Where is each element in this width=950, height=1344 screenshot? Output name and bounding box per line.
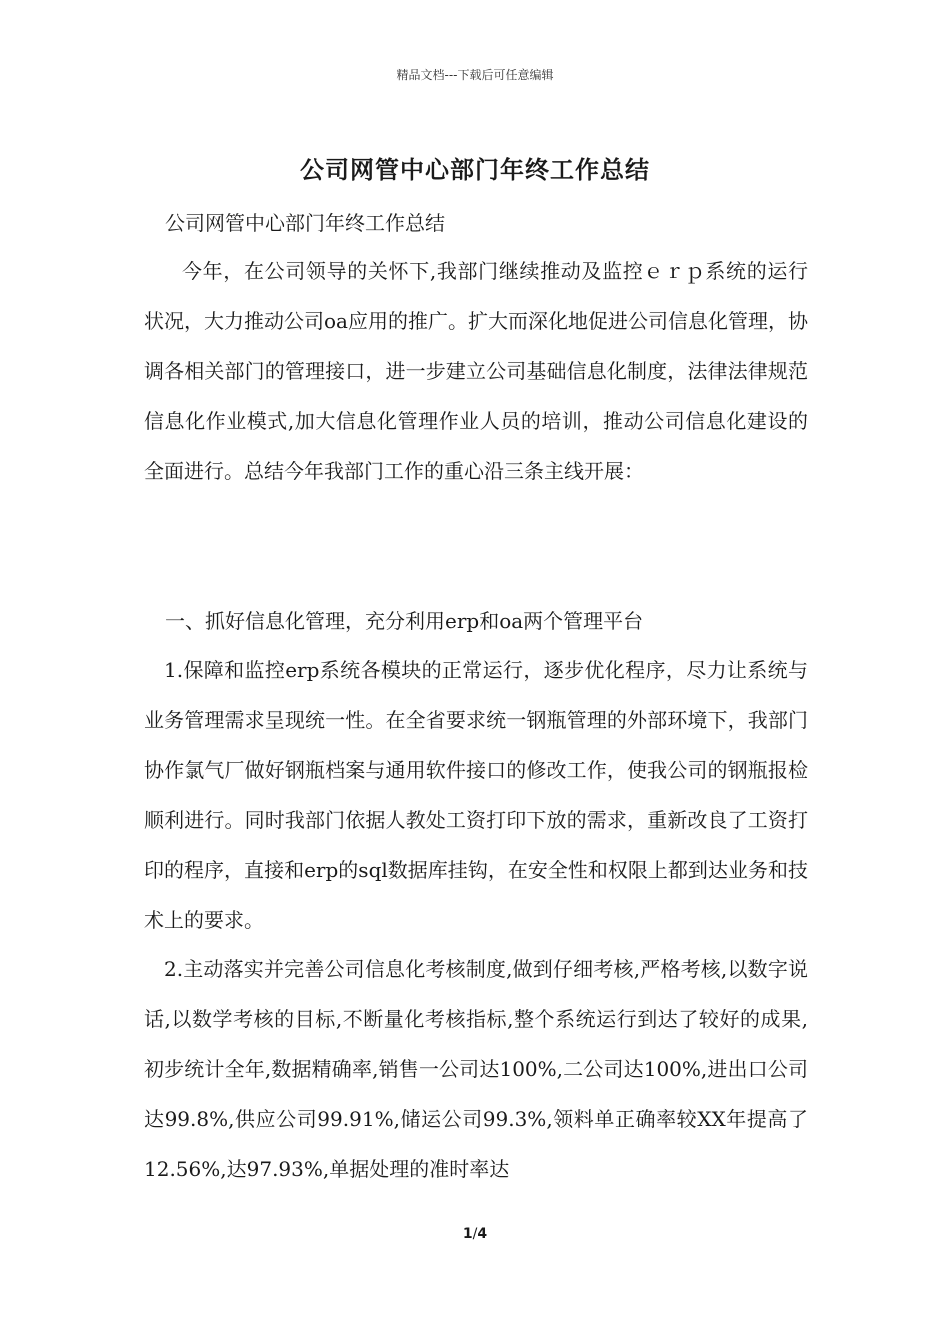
- header-note: 精品文档---下载后可任意编辑: [396, 68, 554, 82]
- paragraph-item-2: 2.主动落实并完善公司信息化考核制度,做到仔细考核,严格考核,以数字说话,以数学考核的目标,不断量化考核指标,整个系统运行到达了较好的成果,初步统计全年,数据精确率,销售一公司达100%,二公司达100%,进出口公司达99.8%,供应公司99.91%,储运公司99.3%,领料单正确率较XX年提高了12.56%,达97.93%,单据处理的准时率达: [144, 957, 808, 1181]
- document-subtitle: 公司网管中心部门年终工作总结: [165, 211, 445, 235]
- paragraph-intro: 今年，在公司领导的关怀下,我部门继续推动及监控ｅｒｐ系统的运行状况，大力推动公司oa应用的推广。扩大而深化地促进公司信息化管理，协调各相关部门的管理接口，进一步建立公司基础信息化制度，法律法律规范信息化作业模式,加大信息化管理作业人员的培训，推动公司信息化建设的全面进行。总结今年我部门工作的重心沿三条主线开展：: [144, 259, 808, 483]
- current-page: 1: [462, 1226, 473, 1242]
- page-separator: /: [472, 1226, 478, 1242]
- page-number: [0, 1226, 950, 1242]
- document-title: 公司网管中心部门年终工作总结: [300, 155, 650, 184]
- total-pages: 4: [477, 1226, 488, 1242]
- section-heading-1: 一、抓好信息化管理，充分利用erp和oa两个管理平台: [165, 609, 644, 633]
- paragraph-item-1: 1.保障和监控erp系统各模块的正常运行，逐步优化程序，尽力让系统与业务管理需求呈现统一性。在全省要求统一钢瓶管理的外部环境下，我部门协作氯气厂做好钢瓶档案与通用软件接口的修改工作，使我公司的钢瓶报检顺利进行。同时我部门依据人教处工资打印下放的需求，重新改良了工资打印的程序，直接和erp的sql数据库挂钩，在安全性和权限上都到达业务和技术上的要求。: [144, 658, 808, 932]
